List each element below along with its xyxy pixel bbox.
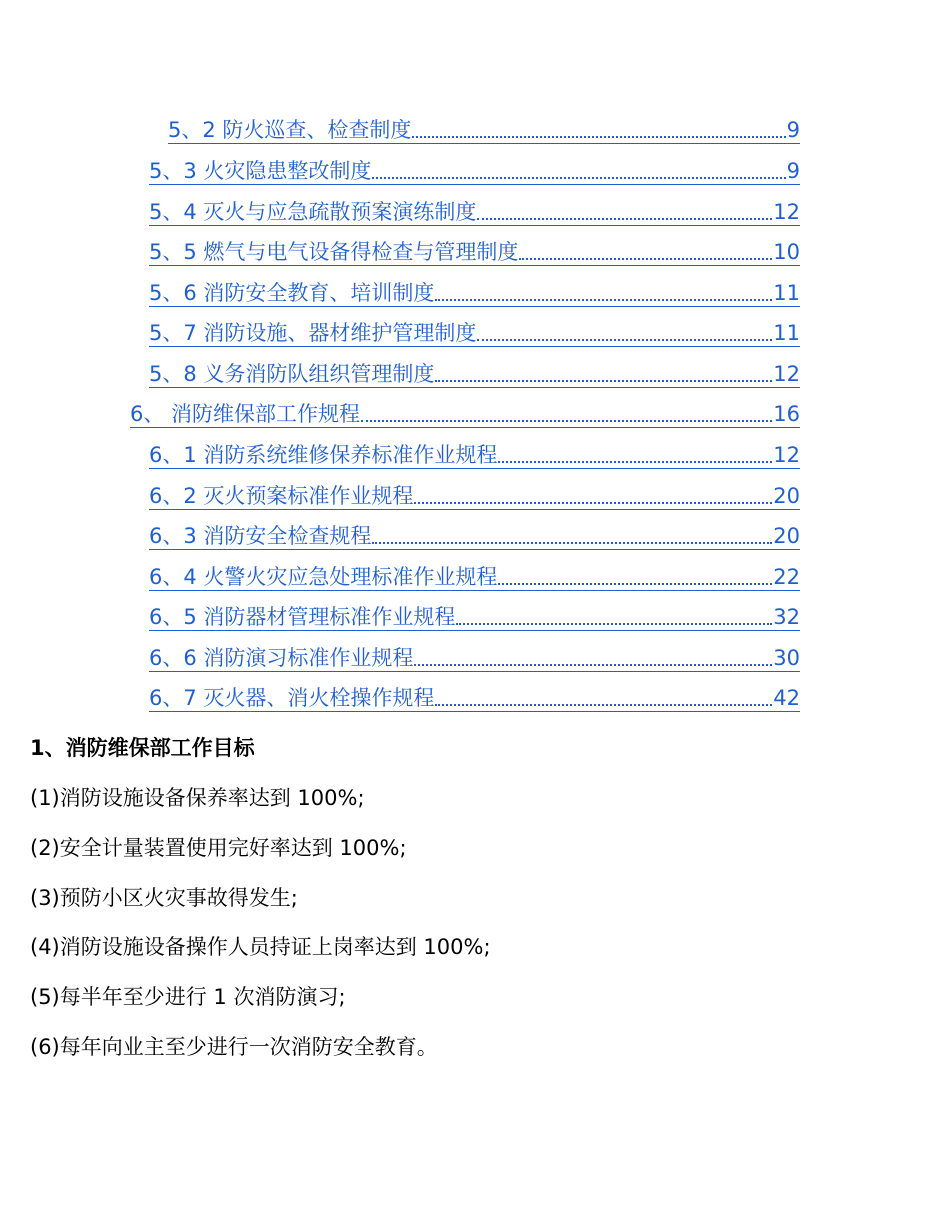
toc-entry-title: 6、7 灭火器、消火栓操作规程	[149, 686, 435, 710]
toc-page-number: 30	[773, 646, 800, 670]
toc-entry-5-8[interactable]	[149, 358, 800, 388]
toc-dot-leader	[477, 338, 772, 341]
toc-entry-title: 5、6 消防安全教育、培训制度	[149, 281, 435, 305]
toc-dot-leader	[435, 703, 772, 706]
toc-page-number: 12	[773, 443, 800, 467]
toc-entry-6[interactable]	[130, 398, 800, 428]
toc-dot-leader	[498, 460, 772, 463]
toc-entry-5-5[interactable]	[149, 236, 800, 266]
toc-page-number: 9	[786, 159, 800, 183]
toc-page-number: 32	[773, 605, 800, 629]
section-heading: 1、消防维保部工作目标	[30, 736, 255, 760]
toc-entry-title: 6、1 消防系统维修保养标准作业规程	[149, 443, 498, 467]
toc-entry-title: 5、8 义务消防队组织管理制度	[149, 362, 435, 386]
toc-entry-title: 6、 消防维保部工作规程	[130, 402, 361, 426]
toc-page-number: 9	[786, 118, 800, 142]
goal-item: (4)消防设施设备操作人员持证上岗率达到 100%;	[30, 935, 491, 959]
toc-entry-5-4[interactable]	[149, 196, 800, 226]
toc-page-number: 12	[773, 200, 800, 224]
toc-dot-leader	[477, 217, 772, 220]
toc-entry-6-5[interactable]	[149, 601, 800, 631]
toc-dot-leader	[498, 582, 772, 585]
goal-item: (1)消防设施设备保养率达到 100%;	[30, 786, 365, 810]
toc-dot-leader	[456, 622, 772, 625]
toc-dot-leader	[435, 379, 772, 382]
toc-entry-title: 6、2 灭火预案标准作业规程	[149, 484, 414, 508]
toc-entry-6-7[interactable]	[149, 682, 800, 712]
toc-page-number: 10	[773, 240, 800, 264]
toc-page-number: 12	[773, 362, 800, 386]
toc-page-number: 42	[773, 686, 800, 710]
toc-entry-title: 5、2 防火巡查、检查制度	[168, 118, 412, 142]
toc-entry-6-4[interactable]	[149, 561, 800, 591]
toc-page-number: 11	[773, 281, 800, 305]
toc-entry-title: 5、5 燃气与电气设备得检查与管理制度	[149, 240, 519, 264]
goal-item: (6)每年向业主至少进行一次消防安全教育。	[30, 1035, 438, 1059]
toc-entry-6-6[interactable]	[149, 642, 800, 672]
toc-entry-6-3[interactable]	[149, 520, 800, 550]
toc-entry-title: 6、4 火警火灾应急处理标准作业规程	[149, 565, 498, 589]
toc-entry-6-1[interactable]	[149, 439, 800, 469]
goal-item: (5)每半年至少进行 1 次消防演习;	[30, 985, 346, 1009]
toc-entry-title: 5、7 消防设施、器材维护管理制度	[149, 321, 477, 345]
toc-entry-5-3[interactable]	[149, 155, 800, 185]
toc-dot-leader	[361, 419, 772, 422]
toc-page-number: 20	[773, 524, 800, 548]
toc-page-number: 22	[773, 565, 800, 589]
toc-entry-5-6[interactable]	[149, 277, 800, 307]
toc-entry-title: 6、5 消防器材管理标准作业规程	[149, 605, 456, 629]
goal-item: (3)预防小区火灾事故得发生;	[30, 886, 298, 910]
toc-dot-leader	[414, 501, 772, 504]
toc-page-number: 11	[773, 321, 800, 345]
toc-entry-title: 5、3 火灾隐患整改制度	[149, 159, 372, 183]
toc-page-number: 16	[773, 402, 800, 426]
toc-entry-title: 6、3 消防安全检查规程	[149, 524, 372, 548]
toc-entry-title: 6、6 消防演习标准作业规程	[149, 646, 414, 670]
toc-dot-leader	[435, 298, 772, 301]
toc-dot-leader	[412, 135, 785, 138]
goal-item: (2)安全计量装置使用完好率达到 100%;	[30, 836, 407, 860]
toc-dot-leader	[372, 176, 785, 179]
toc-entry-title: 5、4 灭火与应急疏散预案演练制度	[149, 200, 477, 224]
toc-entry-6-2[interactable]	[149, 480, 800, 510]
toc-entry-5-2[interactable]	[168, 114, 800, 144]
toc-dot-leader	[519, 257, 772, 260]
toc-page-number: 20	[773, 484, 800, 508]
toc-dot-leader	[414, 663, 772, 666]
toc-entry-5-7[interactable]	[149, 317, 800, 347]
toc-dot-leader	[372, 541, 772, 544]
